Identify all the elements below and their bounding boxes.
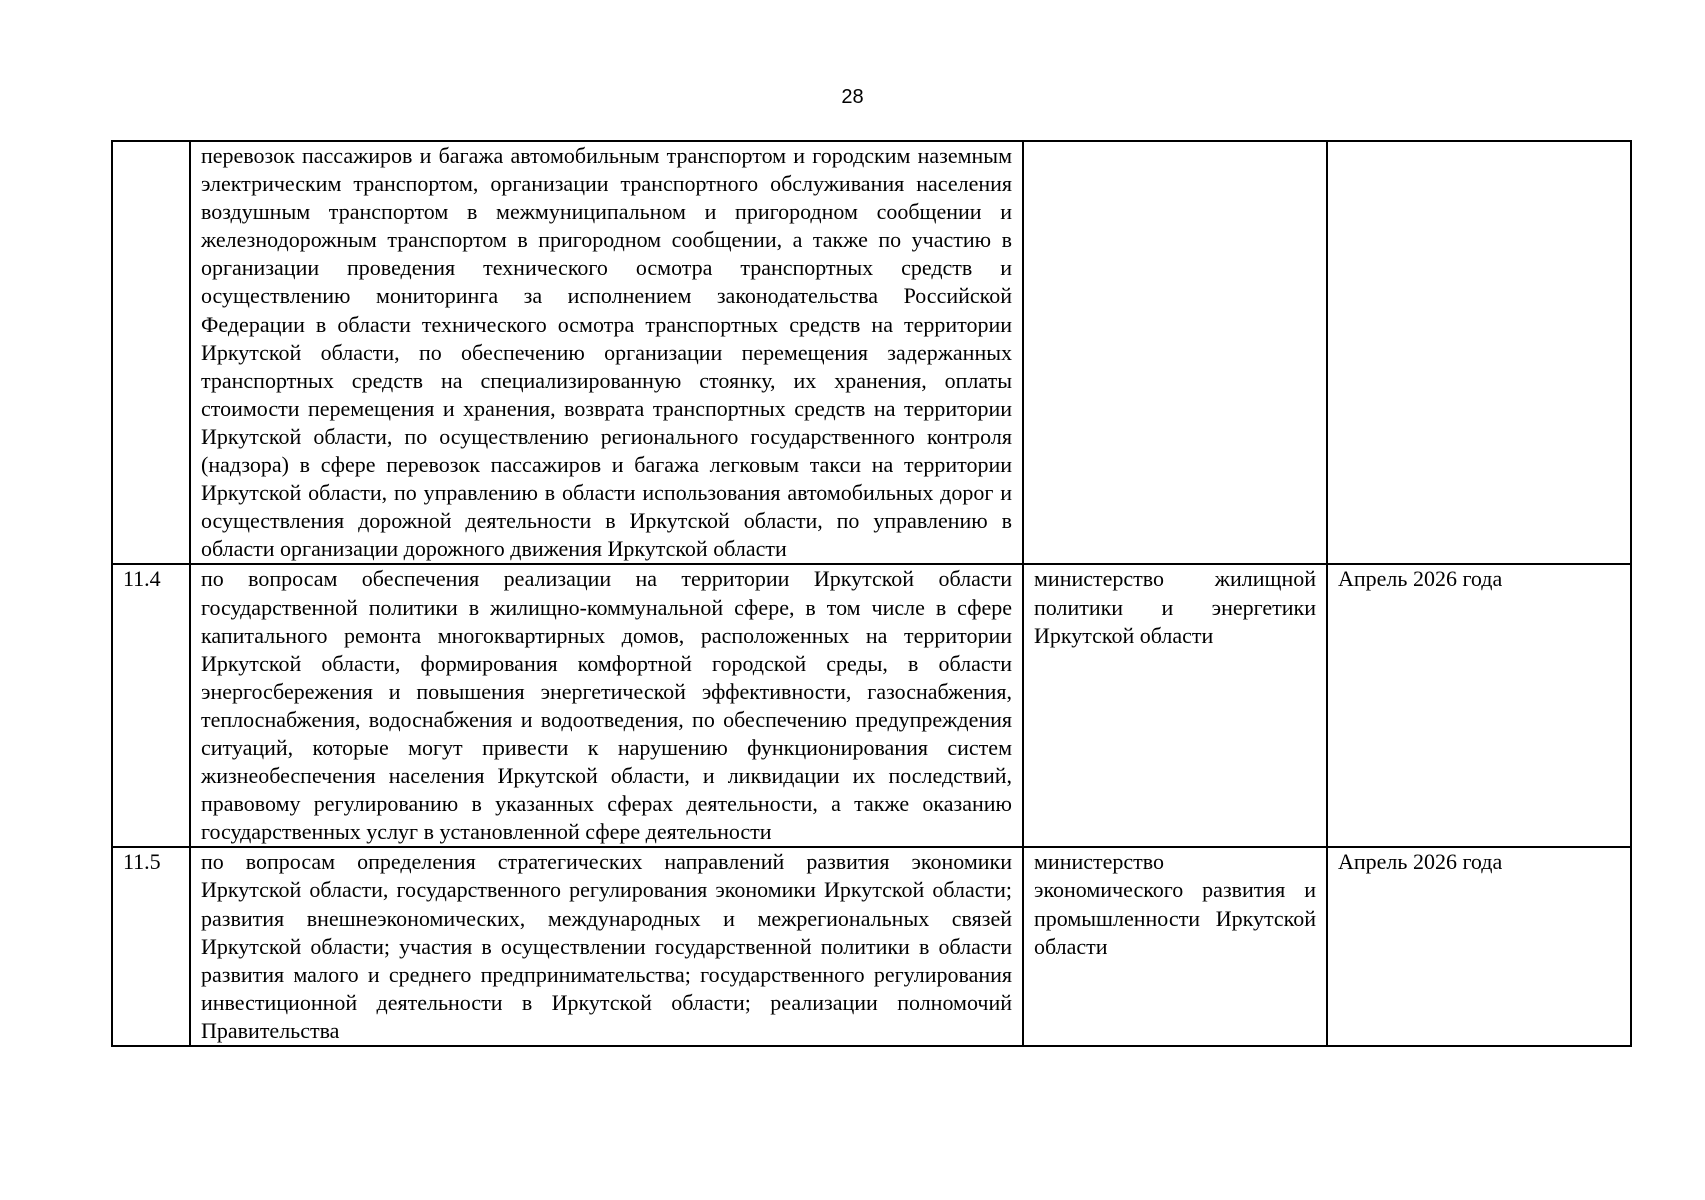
- row-number: 11.5: [112, 847, 190, 1046]
- page-number: 28: [841, 86, 864, 108]
- row-deadline: Апрель 2026 года: [1327, 564, 1631, 847]
- table-row: [112, 847, 1631, 1046]
- row-deadline: Апрель 2026 года: [1327, 847, 1631, 1046]
- row-number: 11.4: [112, 564, 190, 847]
- row-number: [112, 141, 190, 564]
- row-description: по вопросам обеспечения реализации на территории Иркутской области государственной политики в жилищно-коммунальной сфере, в том числе в сфере капитального ремонта многоквартирных домов, расположенных на территории Иркутской области, формирования комфортной городской среды, в области энергосбережения и повышения энергетической эффективности, газоснабжения, теплоснабжения, водоснабжения и водоотведения, по обеспечению предупреждения ситуаций, которые могут привести к нарушению функционирования систем жизнеобеспечения населения Иркутской области, и ликвидации их последствий, правовому регулированию в указанных сферах деятельности, а также оказанию государственных услуг в установленной сфере деятельности: [190, 564, 1023, 847]
- row-responsible: министерство жилищной политики и энергетики Иркутской области: [1023, 564, 1327, 847]
- row-responsible: [1023, 141, 1327, 564]
- row-description: по вопросам определения стратегических направлений развития экономики Иркутской области, государственного регулирования экономики Иркутской области; развития внешнеэкономических, международных и межрегиональных связей Иркутской области; участия в осуществлении государственной политики в области развития малого и среднего предпринимательства; государственного регулирования инвестиционной деятельности в Иркутской области; реализации полномочий Правительства: [190, 847, 1023, 1046]
- table-row: [112, 564, 1631, 847]
- row-responsible: министерство экономического развития и промышленности Иркутской области: [1023, 847, 1327, 1046]
- row-deadline: [1327, 141, 1631, 564]
- row-description: перевозок пассажиров и багажа автомобильным транспортом и городским наземным электрическим транспортом, организации транспортного обслуживания населения воздушным транспортом в межмуниципальном и пригородном сообщении и железнодорожным транспортом в пригородном сообщении, а также по участию в организации проведения технического осмотра транспортных средств и осуществлению мониторинга за исполнением законодательства Российской Федерации в области технического осмотра транспортных средств на территории Иркутской области, по обеспечению организации перемещения задержанных транспортных средств на специализированную стоянку, их хранения, оплаты стоимости перемещения и хранения, возврата транспортных средств на территории Иркутской области, по осуществлению регионального государственного контроля (надзора) в сфере перевозок пассажиров и багажа легковым такси на территории Иркутской области, по управлению в области использования автомобильных дорог и осуществления дорожной деятельности в Иркутской области, по управлению в области организации дорожного движения Иркутской области: [190, 141, 1023, 564]
- plan-table: [111, 140, 1632, 1047]
- table-row: [112, 141, 1631, 564]
